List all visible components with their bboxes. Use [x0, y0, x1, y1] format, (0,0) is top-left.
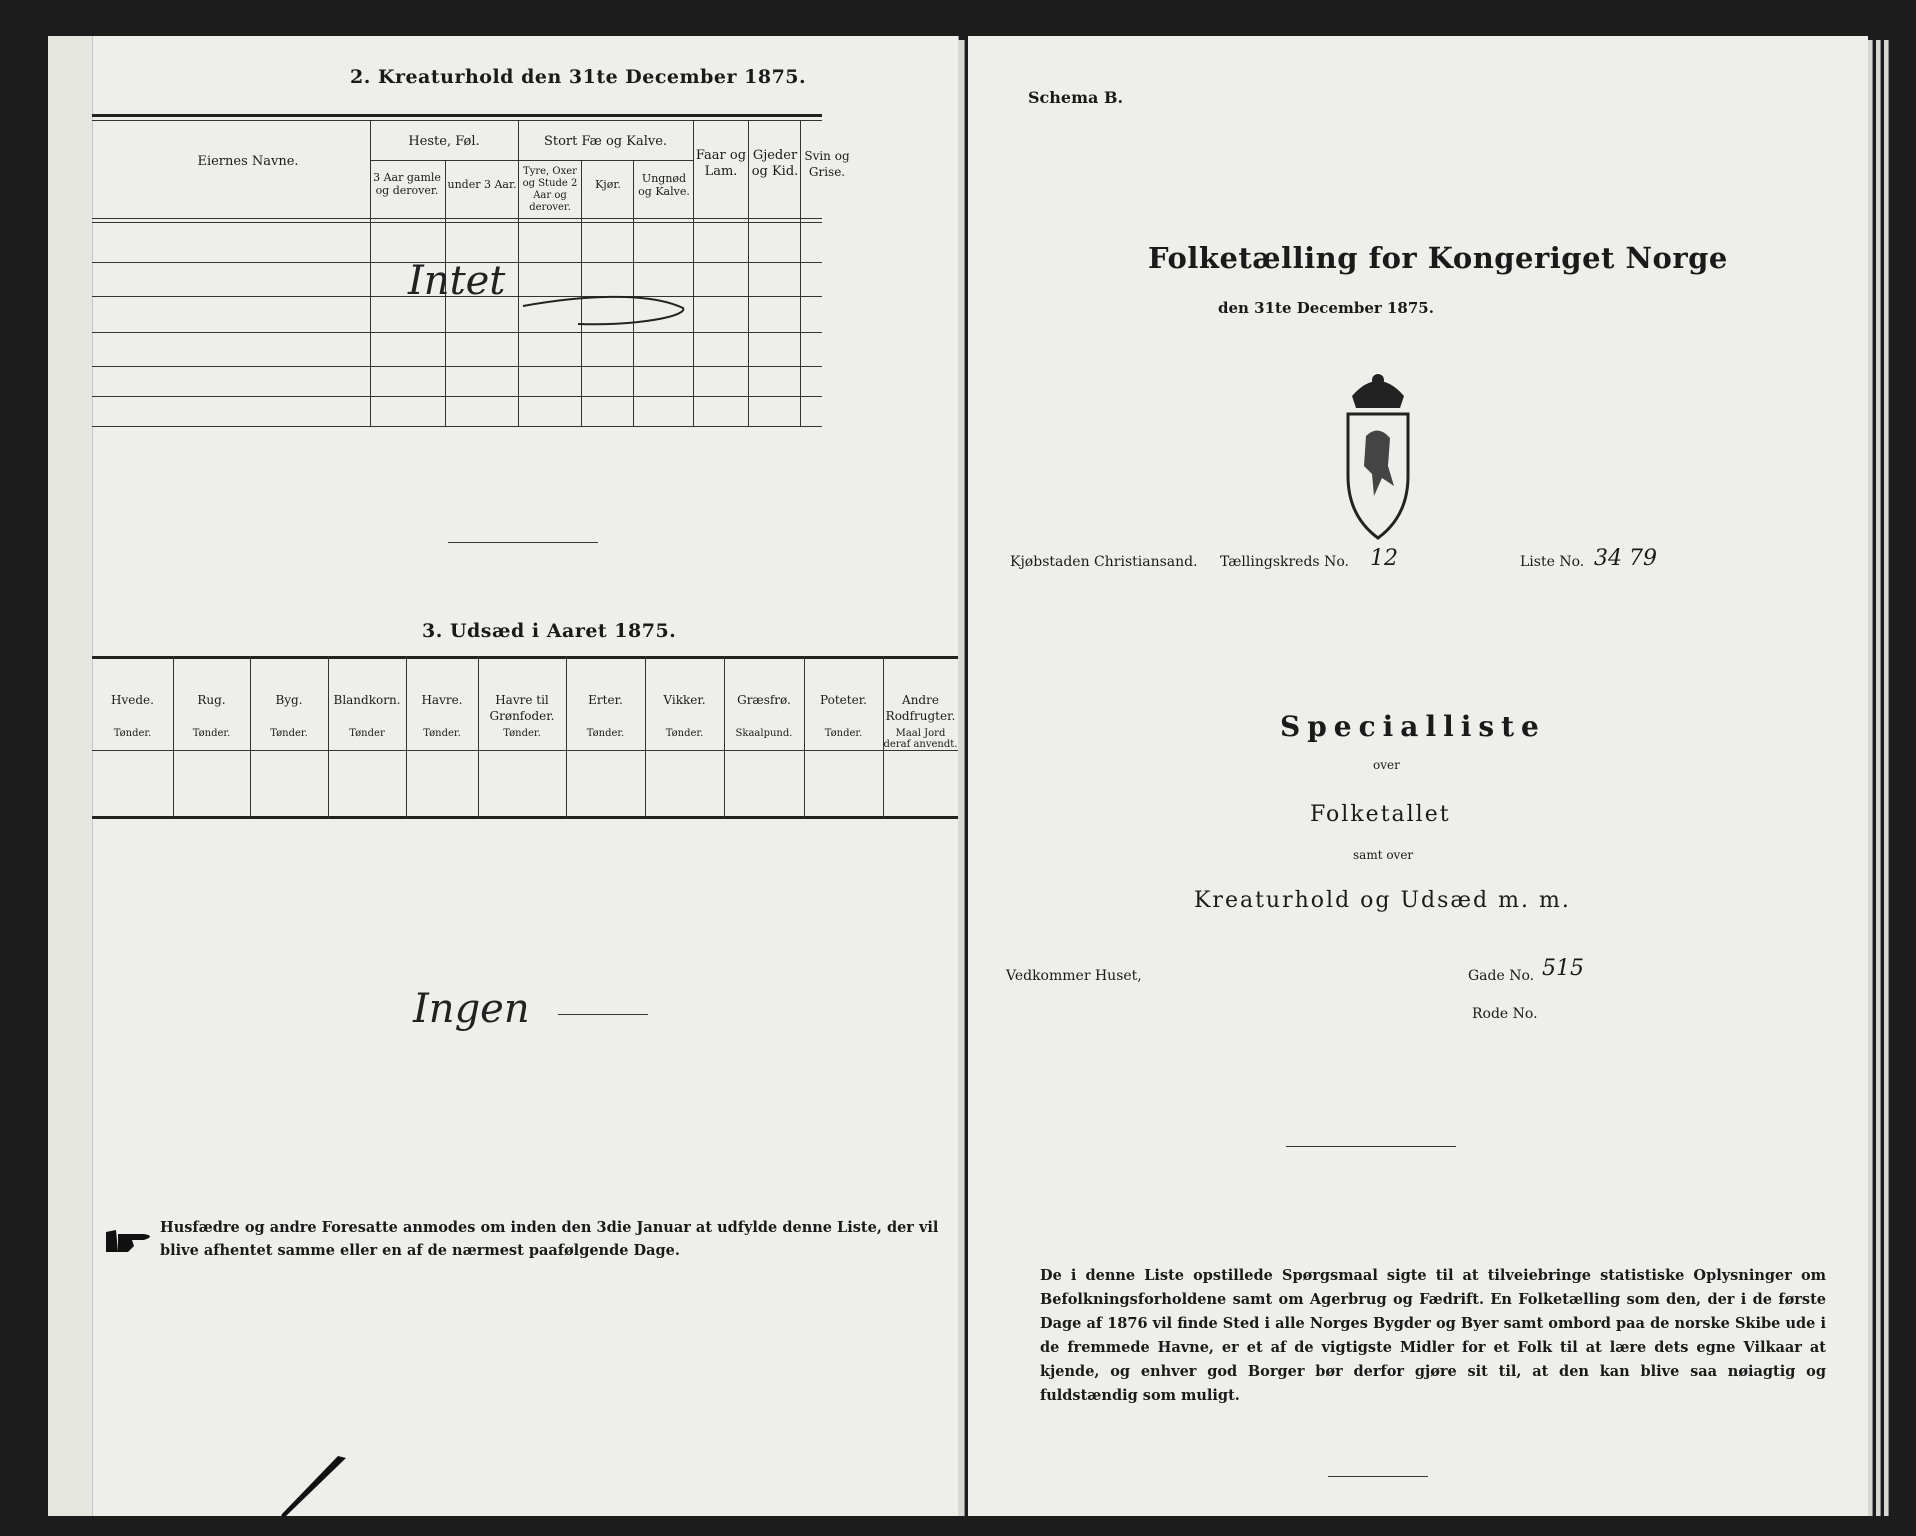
udsaed-col-name: Hvede. — [111, 693, 154, 707]
liste-label: Liste No. — [1520, 554, 1585, 570]
header-heste: Heste, Føl. — [408, 134, 480, 149]
udsaed-col-unit: Tønder. — [503, 728, 541, 739]
header-heste-a: 3 Aar gamle og derover. — [373, 171, 441, 197]
udsaed-col-unit: Tønder. — [586, 728, 625, 739]
samt-over-text: samt over — [1353, 848, 1414, 862]
table-rule — [92, 366, 822, 367]
udsaed-col-unit: Maal Jord deraf anvendt. — [883, 728, 958, 750]
table-col-divider — [800, 120, 801, 426]
table-rule — [92, 332, 822, 333]
table-rule — [92, 396, 822, 397]
folketallet-text: Folketallet — [1310, 802, 1451, 827]
rode-label: Rode No. — [1472, 1006, 1538, 1022]
udsaed-col-unit: Tønder. — [423, 728, 461, 739]
udsaed-col-name: Erter. — [588, 693, 623, 707]
udsaed-col-name: Havre. — [421, 693, 463, 707]
table-col-divider — [748, 120, 749, 426]
table-col-divider — [693, 120, 694, 426]
header-gjeder: Gjeder og Kid. — [751, 148, 799, 179]
handwritten-ingen: Ingen — [413, 986, 530, 1032]
header-fae-a: Tyre, Oxer og Stude 2 Aar og derover. — [522, 166, 578, 213]
udsaed-col-unit: Tønder — [349, 728, 385, 739]
udsaed-col-name: Græsfrø. — [737, 693, 791, 707]
table-col-divider — [370, 120, 371, 426]
table-top-rule — [92, 656, 959, 659]
header-owner: Eiernes Navne. — [197, 154, 299, 169]
gade-value: 515 — [1542, 956, 1584, 981]
census-title: Folketælling for Kongeriget Norge — [1148, 241, 1728, 275]
udsaed-col-name: Poteter. — [820, 693, 867, 707]
vedkommer-label: Vedkommer Huset, — [1006, 968, 1142, 984]
page-edge — [1868, 40, 1873, 1516]
udsaed-col-unit: Tønder. — [192, 728, 231, 739]
census-date: den 31te December 1875. — [1218, 299, 1434, 317]
header-stort-fae: Stort Fæ og Kalve. — [543, 134, 668, 149]
udsaed-col-unit: Tønder. — [113, 728, 152, 739]
separator-rule — [1328, 1476, 1428, 1477]
over-text: over — [1373, 758, 1400, 772]
table-bottom-rule — [92, 816, 959, 819]
handwritten-underline — [558, 1014, 648, 1015]
header-fae-b: Kjør. — [595, 178, 621, 191]
handwritten-intet: Intet — [408, 258, 506, 304]
page-gutter — [958, 40, 965, 1516]
liste-value: 34 79 — [1594, 546, 1657, 571]
specialliste-heading: Specialliste — [1280, 710, 1546, 743]
table-top-rule — [92, 114, 822, 117]
table-col-divider — [518, 120, 519, 426]
header-svin: Svin og Grise. — [804, 149, 850, 179]
udsaed-col-unit: Tønder. — [270, 728, 308, 739]
udsaed-col-unit: Skaalpund. — [735, 728, 793, 739]
page-edge — [1876, 40, 1881, 1516]
notice-text: Husfædre og andre Foresatte anmodes om inden den 3die Januar at udfylde denne Liste, der vil blive afhentet samme eller en af de nærmest paafølgende Dage. — [160, 1219, 939, 1259]
udsaed-col-name: Byg. — [275, 693, 303, 707]
bleed-through-strip — [48, 36, 93, 1516]
table-rule — [92, 750, 959, 751]
udsaed-col-name: Vikker. — [663, 693, 706, 707]
gade-label: Gade No. — [1468, 968, 1535, 984]
table-rule — [92, 218, 822, 219]
udsaed-col-name: Blandkorn. — [333, 693, 401, 707]
udsaed-col-unit: Tønder. — [665, 728, 704, 739]
udsaed-col-name: Havre til Grønfoder. — [489, 693, 555, 723]
left-page — [48, 36, 959, 1516]
udsaed-col-name: Rug. — [197, 693, 226, 707]
kreds-value: 12 — [1370, 546, 1398, 571]
udsaed-col-unit: Tønder. — [824, 728, 863, 739]
pen-nib — [266, 1456, 356, 1516]
right-page — [968, 36, 1868, 1516]
norway-coat-of-arms — [1338, 366, 1418, 546]
pointing-hand-icon — [104, 1226, 158, 1256]
section-2-title: 2. Kreaturhold den 31te December 1875. — [350, 66, 807, 88]
header-heste-b: under 3 Aar. — [447, 178, 517, 191]
kjobstad-label: Kjøbstaden Christiansand. — [1010, 554, 1198, 570]
section-3-title: 3. Udsæd i Aaret 1875. — [422, 620, 677, 642]
page-edge — [1884, 40, 1889, 1516]
schema-label: Schema B. — [1028, 88, 1124, 107]
table-rule — [92, 222, 822, 223]
separator-rule — [1286, 1146, 1456, 1147]
handwritten-flourish — [518, 286, 698, 336]
kreds-label: Tællingskreds No. — [1220, 554, 1349, 570]
header-faar: Faar og Lam. — [695, 148, 747, 179]
kreaturhold-text: Kreaturhold og Udsæd m. m. — [1194, 888, 1571, 913]
table-rule — [92, 426, 822, 427]
separator-rule — [448, 542, 598, 543]
table-subheader-rule — [370, 160, 693, 161]
header-fae-c: Ungnød og Kalve. — [638, 172, 690, 198]
table-rule — [92, 120, 822, 121]
udsaed-col-name: Andre Rodfrugter. — [885, 693, 956, 723]
explanatory-paragraph: De i denne Liste opstillede Spørgsmaal sigte til at tilveiebringe statistiske Oplysninger om Befolkningsforholdene samt om Agerbrug og Fædrift. En Folketælling som den, der i de første Dage af 1876 vil finde Sted i alle Norges Bygder og Byer samt ombord paa de norske Skibe ude i de fremmede Havne, er et af de vigtigste Midler for et Folk til at lære dets egne Vilkaar at kjende, og enhver god Borger bør derfor gjøre sit til, at den kan blive saa nøiagtig og fuldstændig som muligt. — [1040, 1267, 1826, 1404]
